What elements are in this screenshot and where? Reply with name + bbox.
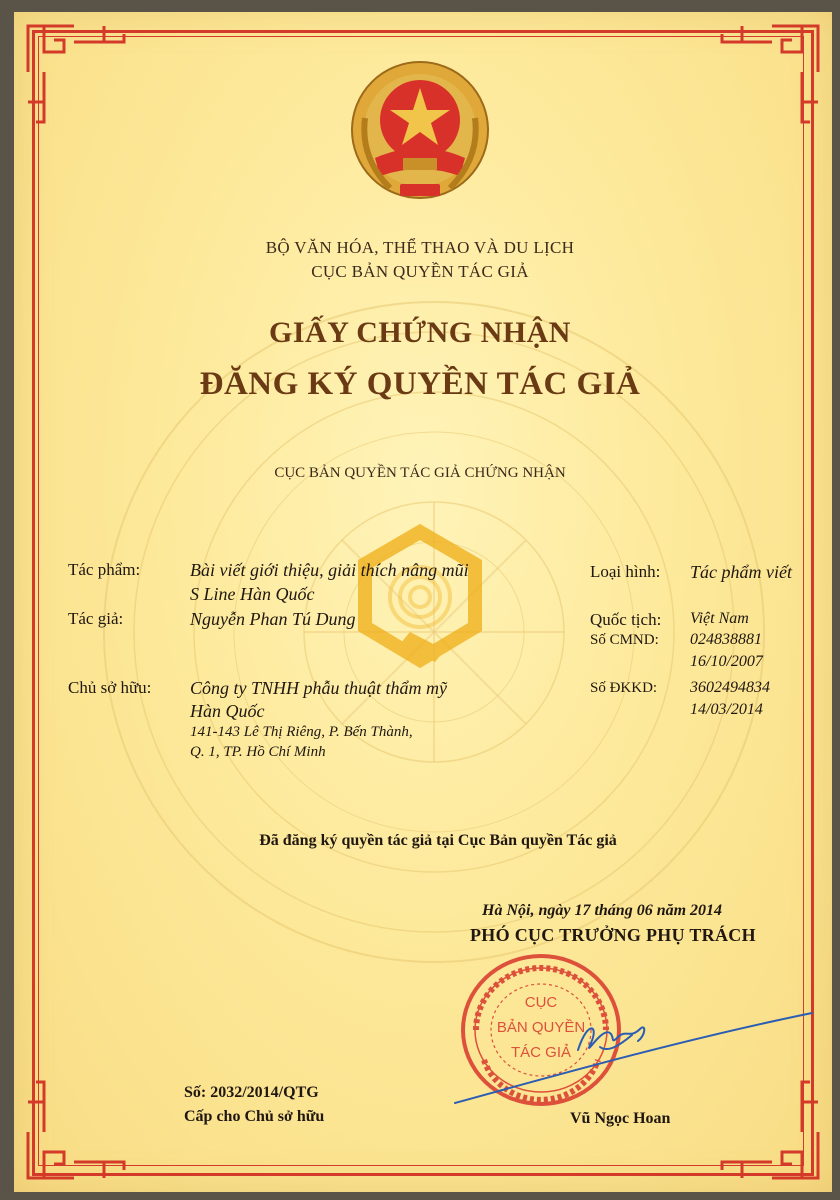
issued-to: Cấp cho Chủ sở hữu xyxy=(184,1108,325,1125)
signer-position: PHÓ CỤC TRƯỞNG PHỤ TRÁCH xyxy=(470,925,756,945)
ministry-name: BỘ VĂN HÓA, THỂ THAO VÀ DU LỊCH xyxy=(265,238,575,257)
department-name: CỤC BẢN QUYỀN TÁC GIẢ xyxy=(311,262,529,281)
stamp-text-line3: TÁC GIẢ xyxy=(510,1044,572,1061)
company-logo-watermark xyxy=(350,522,490,672)
nationality-value: Việt Nam xyxy=(690,610,749,627)
national-emblem-icon xyxy=(345,58,495,208)
work-value-line2: S Line Hàn Quốc xyxy=(190,584,315,604)
registered-statement: Đã đăng ký quyền tác giả tại Cục Bản quyền Tác giả xyxy=(259,832,617,849)
business-reg-value: 3602494834 xyxy=(690,679,770,696)
id-issue-date: 16/10/2007 xyxy=(690,653,763,670)
certificate-number: Số: 2032/2014/QTG xyxy=(184,1084,319,1101)
signer-name: Vũ Ngọc Hoan xyxy=(570,1110,671,1127)
owner-value-line2: Hàn Quốc xyxy=(190,701,265,721)
owner-label: Chủ sở hữu: xyxy=(68,678,152,697)
stamp-text-line2: BẢN QUYỀN xyxy=(496,1019,586,1036)
certifies-statement: CỤC BẢN QUYỀN TÁC GIẢ CHỨNG NHẬN xyxy=(274,465,566,481)
owner-address-line1: 141-143 Lê Thị Riêng, P. Bến Thành, xyxy=(190,724,413,740)
id-number-label: Số CMND: xyxy=(590,632,659,648)
business-reg-date: 14/03/2014 xyxy=(690,701,763,718)
id-number-value: 024838881 xyxy=(690,631,762,648)
certificate-title-line2: ĐĂNG KÝ QUYỀN TÁC GIẢ xyxy=(199,366,641,402)
work-value-line1: Bài viết giới thiệu, giải thích nâng mũi xyxy=(190,560,469,580)
type-label: Loại hình: xyxy=(590,562,661,581)
stamp-text-line1: CỤC xyxy=(524,994,558,1011)
owner-address-line2: Q. 1, TP. Hồ Chí Minh xyxy=(190,744,326,760)
issue-date-place: Hà Nội, ngày 17 tháng 06 năm 2014 xyxy=(482,902,723,919)
business-reg-label: Số ĐKKD: xyxy=(590,680,658,696)
certificate-title-line1: GIẤY CHỨNG NHẬN xyxy=(269,316,571,349)
nationality-label: Quốc tịch: xyxy=(590,610,662,629)
type-value: Tác phẩm viết xyxy=(690,562,792,582)
work-label: Tác phẩm: xyxy=(68,560,141,579)
handwritten-signature xyxy=(450,1005,820,1115)
owner-value-line1: Công ty TNHH phẫu thuật thẩm mỹ xyxy=(190,678,448,698)
author-value: Nguyễn Phan Tú Dung xyxy=(190,609,356,629)
author-label: Tác giả: xyxy=(68,609,124,628)
